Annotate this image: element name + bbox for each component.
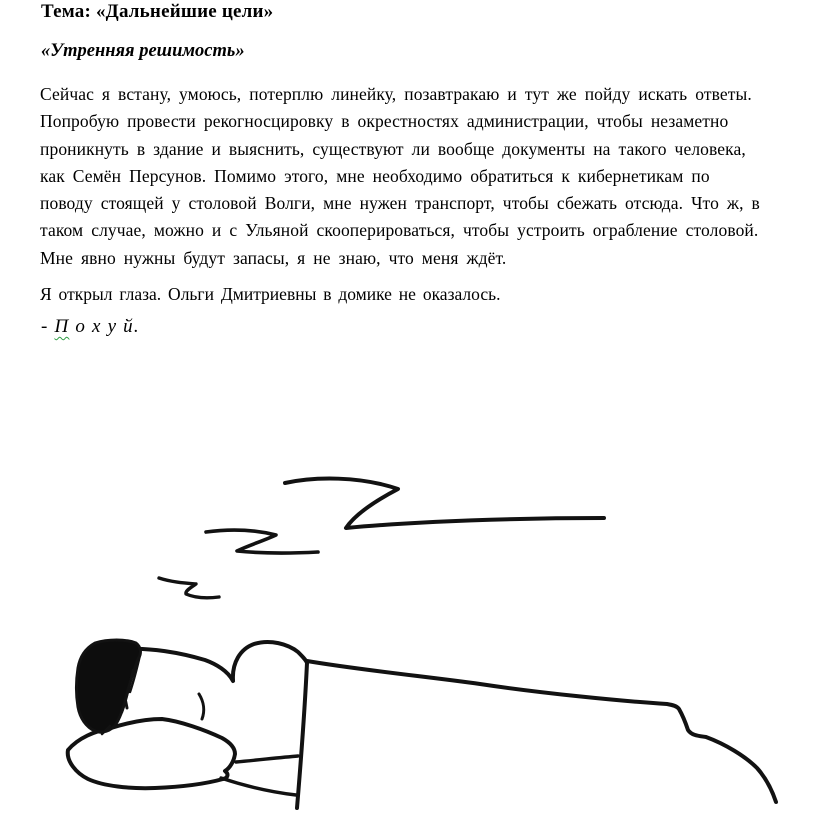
memo-body-line: Попробую провести рекогносцировку в окрестностях администрации, чтобы незаметно: [40, 111, 729, 132]
blanket-shoulder: [233, 642, 307, 680]
memo-title: Тема: «Дальнейшие цели»: [41, 1, 274, 22]
memo-body-line: поводу стоящей у столовой Волги, мне нужен транспорт, чтобы сбежать отсюда. Что ж, в: [40, 193, 760, 213]
memo-body-paragraph: [40, 81, 831, 272]
hair-strand: [130, 655, 140, 692]
hair-strand: [102, 726, 110, 734]
memo-body-line: Мне явно нужны будут запасы, я не знаю, что меня ждёт.: [40, 247, 507, 268]
snore-z-small: [159, 578, 219, 598]
hair-strand: [122, 670, 133, 712]
blanket-fold-line: [236, 756, 298, 762]
blanket-fold-line: [221, 778, 296, 795]
memo-body-line: как Семён Персунов. Помимо этого, мне необходимо обратиться к кибернетикам по: [40, 165, 710, 186]
closed-eye-left: [123, 691, 127, 708]
memo-closing-line: [41, 315, 140, 339]
closing-dash: -: [41, 316, 55, 337]
spellchecked-word: П: [54, 316, 70, 337]
memo-body-line: таком случае, можно и с Ульяной скооперироваться, чтобы устроить ограбление столовой.: [40, 220, 759, 241]
snore-z-large: [285, 479, 604, 528]
pillow-outline: [68, 719, 235, 788]
closing-rest: о х у й.: [69, 316, 140, 337]
memo-body-line: Сейчас я встану, умоюсь, потерплю линейку, позавтракаю и тут же пойду искать ответы.: [40, 84, 752, 104]
memo-subtitle: «Утренняя решимость»: [41, 41, 245, 61]
blanket-front-edge: [297, 663, 307, 808]
memo-body-line: проникнуть в здание и выяснить, существуют ли вообще документы на такого человека,: [40, 138, 746, 159]
closed-eye-right: [199, 694, 204, 719]
head-outline: [129, 649, 233, 681]
memo-awakening-line: Я открыл глаза. Ольги Дмитриевны в домике не оказалось.: [40, 284, 501, 304]
snore-z-medium: [206, 530, 318, 553]
hair-scribble: [77, 640, 141, 732]
blanket-top-line: [307, 661, 776, 802]
